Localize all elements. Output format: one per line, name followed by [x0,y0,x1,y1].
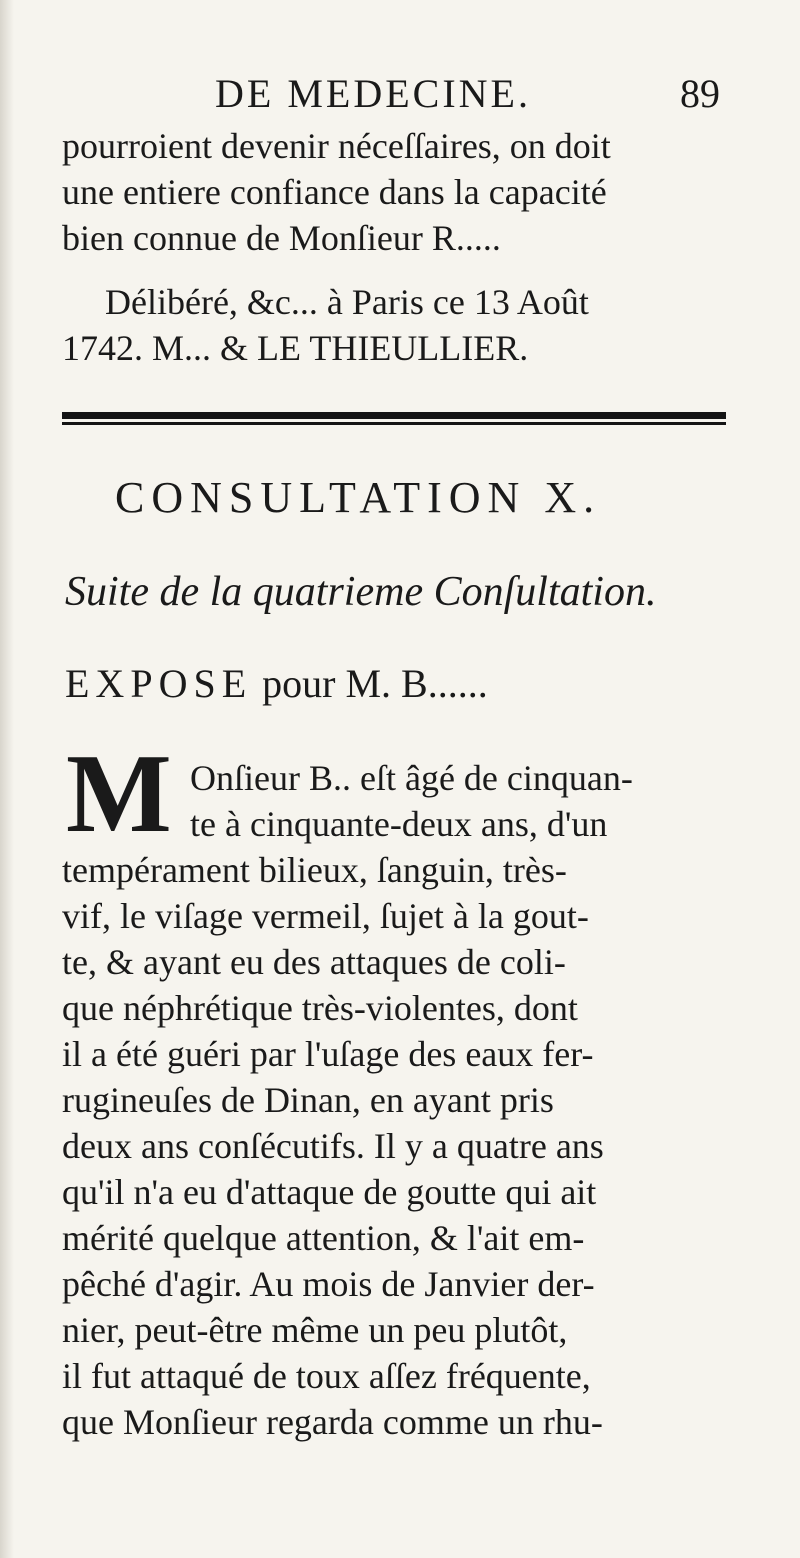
consultation-subtitle: Suite de la quatrieme Conſultation. [65,569,657,615]
running-head: DE MEDECINE. [215,71,531,116]
body-line: nier, peut-être même un peu plutôt, [62,1310,568,1350]
body-line: que Monſieur regarda comme un rhu- [62,1402,603,1442]
body-line: il fut attaqué de toux aſſez fréquente, [62,1356,591,1396]
body-line: te à cinquante-deux ans, d'un [190,804,608,844]
consultation-title: CONSULTATION X. [115,473,602,522]
page-number: 89 [680,71,720,116]
body-line: rugineuſes de Dinan, en ayant pris [62,1080,554,1120]
drop-cap: M [66,732,172,856]
page-edge-shadow [0,0,14,1558]
signature-line: 1742. M... & LE THIEULLIER. [62,328,529,368]
text-line: bien connue de Monſieur R..... [62,218,501,258]
text-line: une entiere confiance dans la capacité [62,172,607,212]
section-divider [62,412,726,428]
body-line: qu'il n'a eu d'attaque de goutte qui ait [62,1172,597,1212]
body-line: Onſieur B.. eſt âgé de cinquan- [190,758,633,798]
body-line: il a été guéri par l'uſage des eaux fer- [62,1034,594,1074]
deliberation-line: Délibéré, &c... à Paris ce 13 Août [105,282,589,322]
body-line: que néphrétique très-violentes, dont [62,988,578,1028]
body-line: tempérament bilieux, ſanguin, très- [62,850,567,890]
body-line: pêché d'agir. Au mois de Janvier der- [62,1264,595,1304]
body-line: te, & ayant eu des attaques de coli- [62,942,566,982]
expose-caps: EXPOSE [65,661,253,706]
text-line: pourroient devenir néceſſaires, on doit [62,126,611,166]
body-line: deux ans conſécutifs. Il y a quatre ans [62,1126,604,1166]
body-line: mérité quelque attention, & l'ait em- [62,1218,585,1258]
expose-heading [65,660,488,707]
expose-rest: pour M. B...... [252,661,488,706]
body-line: vif, le viſage vermeil, ſujet à la gout- [62,896,589,936]
